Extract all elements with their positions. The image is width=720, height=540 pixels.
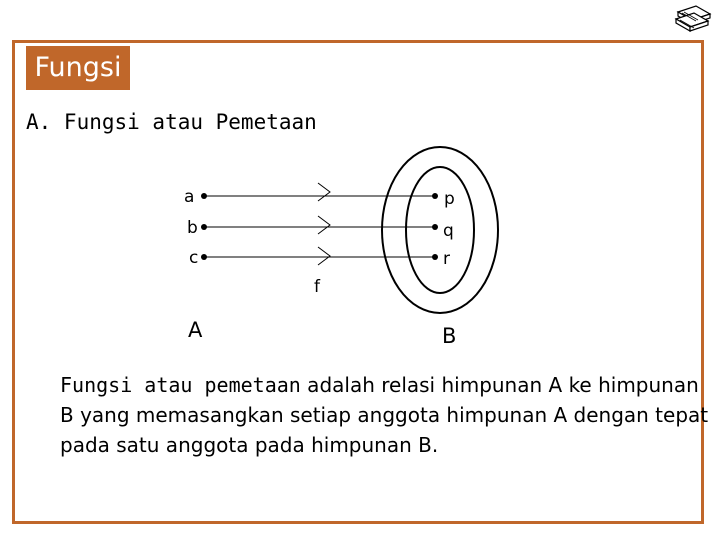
definition-body: adalah relasi himpunan A ke himpunan B yang memasangkan setiap anggota himpunan A dengan tepat pada satu anggota pada himpunan B. [60, 373, 715, 457]
codomain-label-r: r [443, 249, 450, 269]
codomain-set-label: B [442, 324, 457, 348]
function-label-f: f [314, 277, 320, 297]
arrowhead-c-r [318, 247, 330, 265]
domain-set-label: A [188, 318, 203, 342]
slide-title: Fungsi [26, 46, 130, 90]
codomain-point-q [432, 224, 438, 230]
codomain-label-p: p [444, 189, 455, 209]
arrowhead-b-q [318, 216, 330, 234]
domain-label-a: a [184, 187, 195, 207]
codomain-point-r [432, 254, 438, 260]
domain-label-b: b [187, 218, 198, 238]
codomain-point-p [432, 193, 438, 199]
codomain-label-q: q [443, 221, 454, 241]
codomain-ellipse-outer [382, 147, 498, 313]
section-heading: A. Fungsi atau Pemetaan [26, 110, 317, 134]
domain-point-a [201, 193, 207, 199]
definition-term: Fungsi atau pemetaan [60, 373, 301, 397]
codomain-ellipse-inner [406, 167, 474, 293]
domain-point-c [201, 254, 207, 260]
domain-point-b [201, 224, 207, 230]
definition-text [60, 370, 715, 460]
arrowhead-a-p [318, 183, 330, 201]
domain-label-c: c [189, 248, 199, 268]
